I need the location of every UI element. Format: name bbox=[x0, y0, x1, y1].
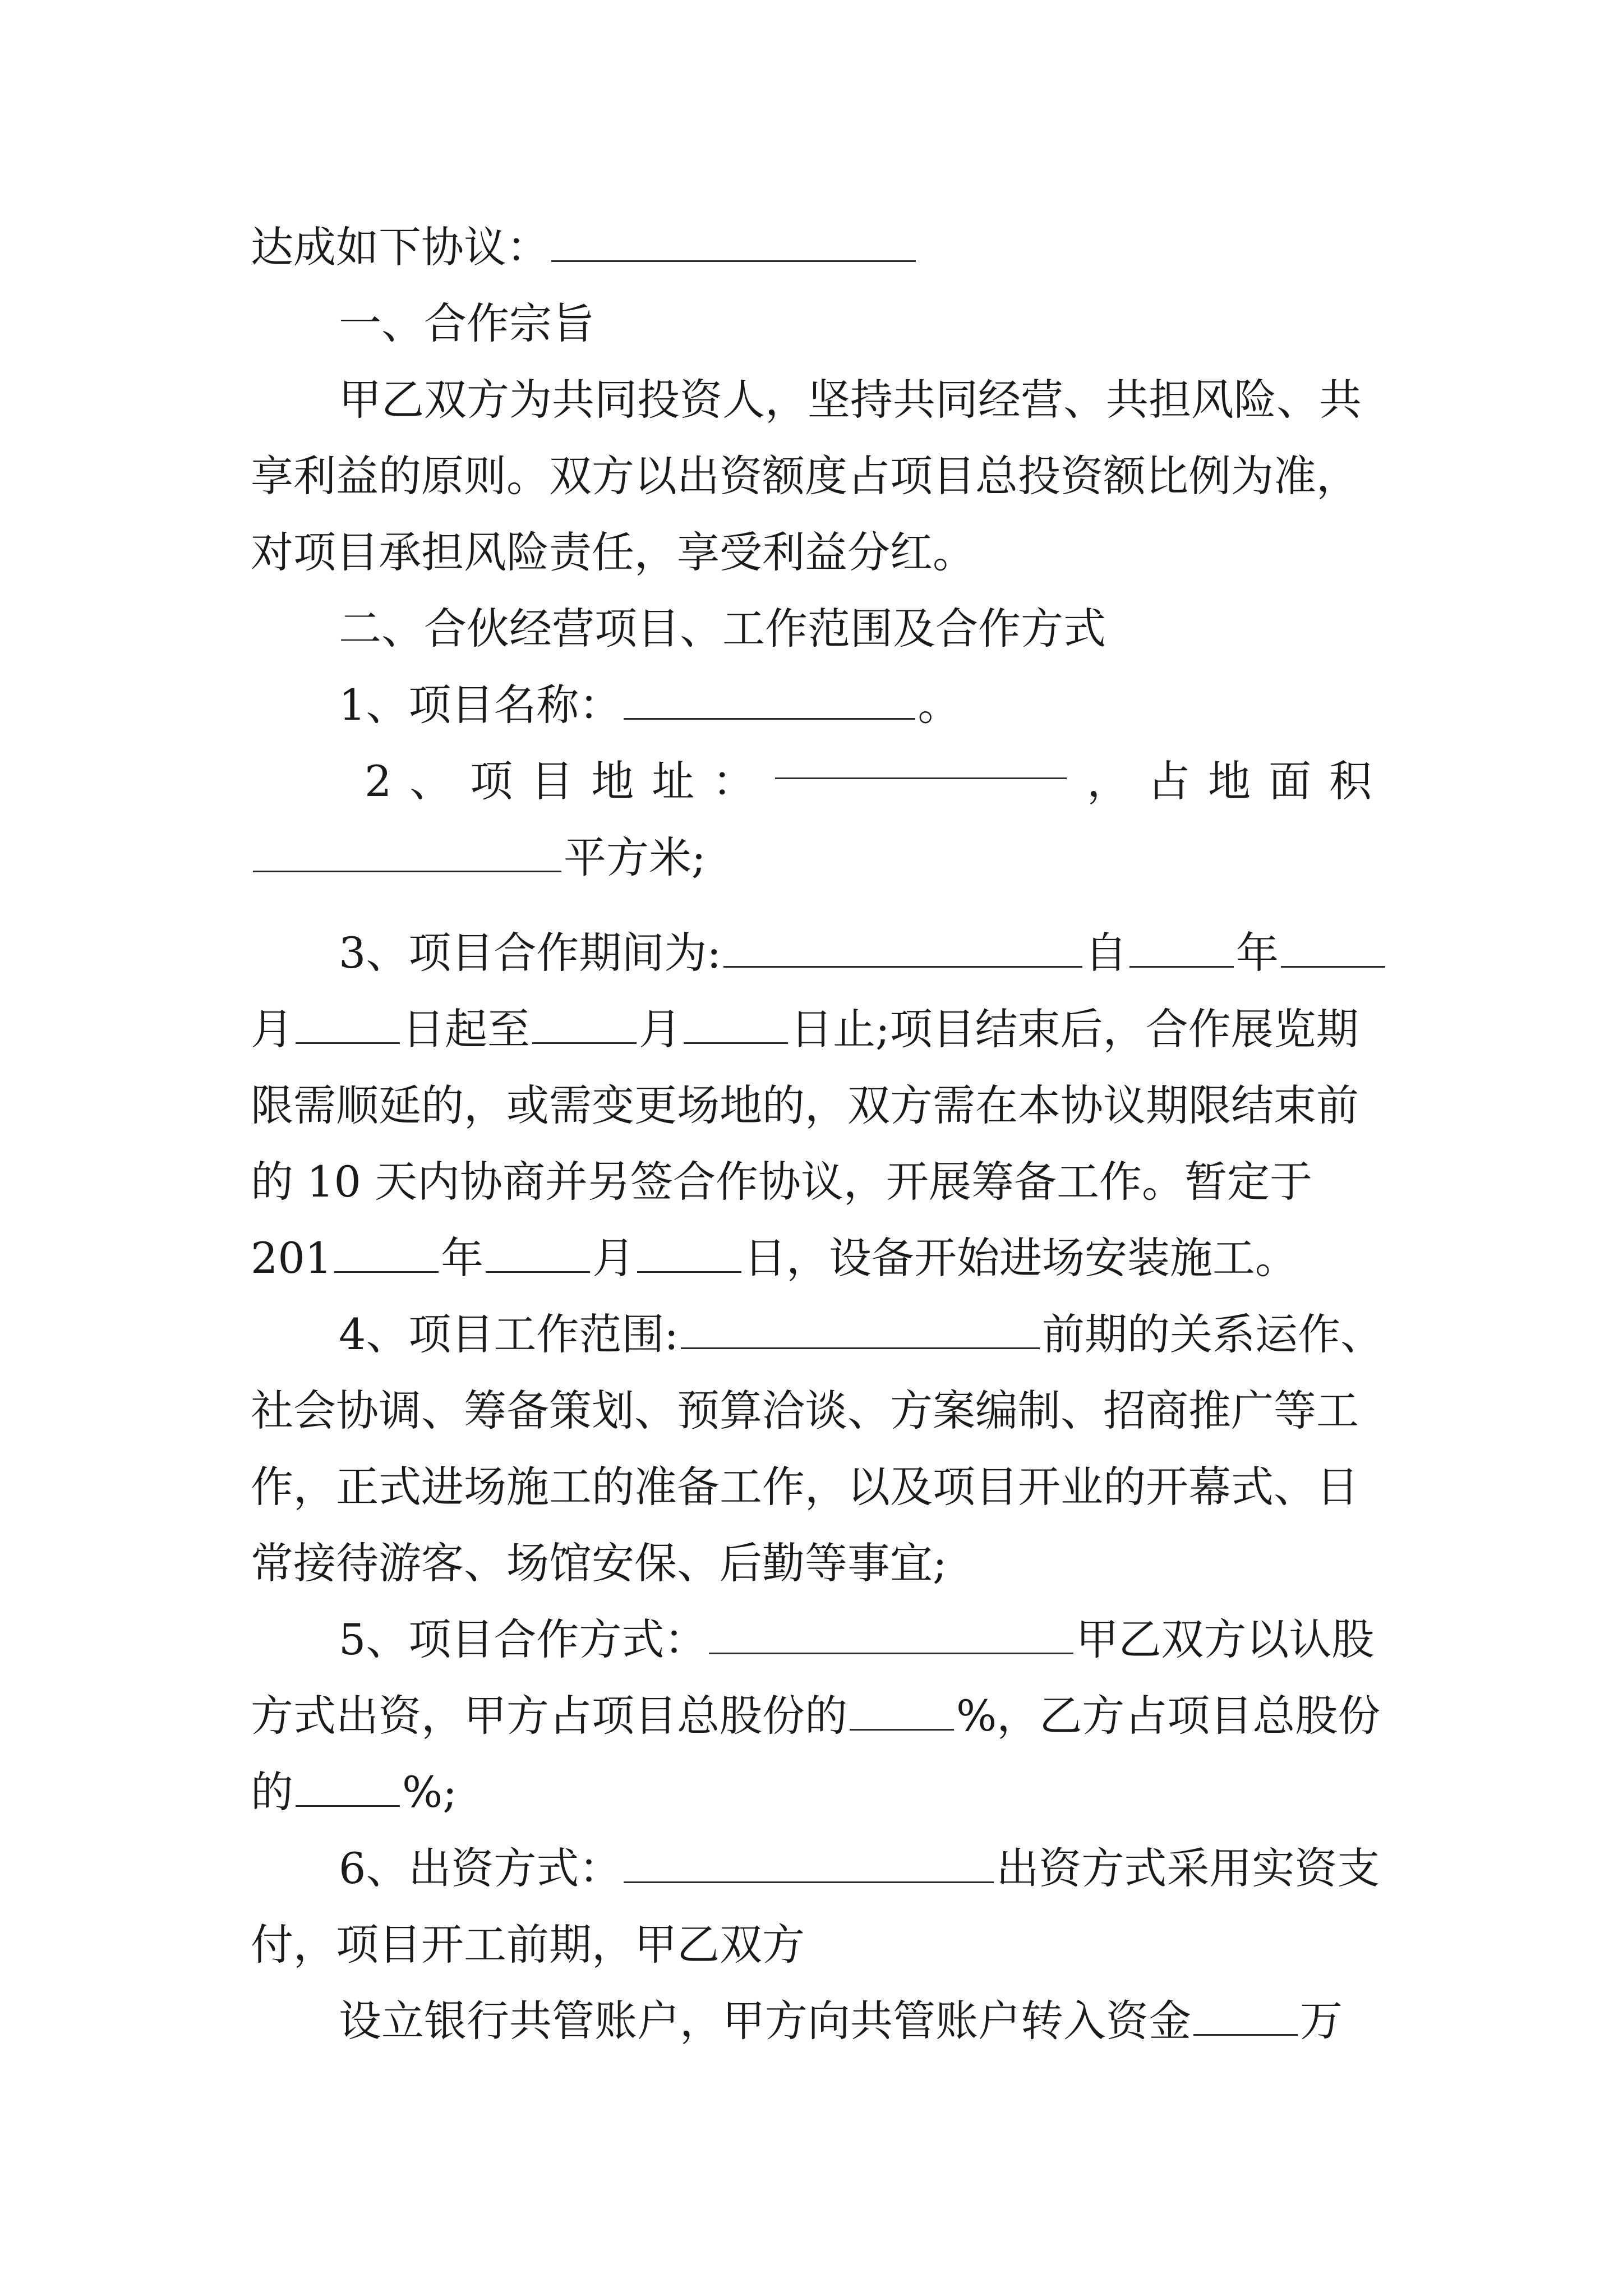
item-investment-method bbox=[339, 1830, 1460, 1907]
blank-field bbox=[775, 743, 1067, 779]
blank-field bbox=[850, 1694, 954, 1731]
text: 万 bbox=[1300, 1996, 1343, 2046]
text: 日止;项目结束后，合作展览期 bbox=[790, 1004, 1359, 1054]
text: 月 bbox=[592, 1233, 635, 1283]
text: 。 bbox=[917, 680, 961, 730]
text: 享利益的原则。双方以出资额度占项目总投资额比例为准， bbox=[251, 451, 1359, 501]
blank-field bbox=[532, 1007, 637, 1044]
text: 社会协调、筹备策划、预算洽谈、方案编制、招商推广等工 bbox=[251, 1386, 1359, 1435]
item-cooperation-mode bbox=[339, 1601, 1460, 1678]
blank-field bbox=[1281, 931, 1385, 968]
heading-cooperation-purpose bbox=[339, 285, 1460, 362]
text: 出资方式采用实资支 bbox=[996, 1843, 1380, 1893]
text: 4、项目工作范围: bbox=[339, 1309, 679, 1359]
text: 月 bbox=[639, 1004, 681, 1054]
text: 平方米; bbox=[564, 832, 706, 882]
text: 常接待游客、场馆安保、后勤等事宜; bbox=[251, 1538, 947, 1588]
text: 占 bbox=[1147, 756, 1191, 806]
text: 对项目承担风险责任，享受利益分红。 bbox=[251, 527, 975, 577]
paragraph-line bbox=[251, 1525, 1372, 1602]
text: 前期的关系运作、 bbox=[1041, 1309, 1383, 1359]
blank-field bbox=[624, 683, 915, 720]
line-agreement-intro bbox=[251, 209, 1372, 286]
text: 方式出资，甲方占项目总股份的 bbox=[251, 1691, 847, 1741]
text: 作，正式进场施工的准备工作，以及项目开业的开幕式、日 bbox=[251, 1462, 1359, 1512]
blank-field bbox=[624, 1847, 994, 1883]
text: 面 bbox=[1269, 756, 1312, 806]
item-project-address bbox=[365, 743, 1372, 820]
text: 6、出资方式： bbox=[339, 1843, 622, 1893]
text: %; bbox=[402, 1767, 457, 1817]
text: 付，项目开工前期，甲乙双方 bbox=[251, 1920, 805, 1970]
blank-field bbox=[296, 1007, 400, 1044]
text: 日，设备开始进场安装施工。 bbox=[744, 1233, 1298, 1283]
item-cooperation-period bbox=[339, 914, 1460, 992]
text: 月 bbox=[251, 1004, 293, 1054]
text: 年 bbox=[1235, 928, 1279, 978]
blank-field bbox=[551, 226, 916, 262]
text: 日起至 bbox=[402, 1004, 530, 1054]
heading-text: 一、合作宗旨 bbox=[339, 298, 594, 348]
blank-field bbox=[334, 1236, 439, 1273]
text: 的 10 天内协商并另签合作协议，开展筹备工作。暂定于 bbox=[251, 1157, 1313, 1207]
text: %，乙方占项目总股份 bbox=[956, 1691, 1381, 1741]
text: 地 bbox=[1208, 756, 1251, 806]
heading-project-scope bbox=[339, 590, 1460, 668]
text: ： bbox=[712, 756, 755, 806]
item-project-name bbox=[339, 666, 1460, 744]
text: 目 bbox=[531, 756, 574, 806]
text: 项 bbox=[470, 756, 513, 806]
text: 2 bbox=[365, 756, 392, 806]
blank-field bbox=[684, 1007, 788, 1044]
paragraph-line bbox=[339, 1982, 1460, 2060]
text: 址 bbox=[652, 756, 695, 806]
paragraph-line bbox=[251, 1372, 1372, 1450]
blank-field bbox=[1193, 1999, 1298, 2036]
text: 设立银行共管账户，甲方向共管账户转入资金 bbox=[339, 1996, 1191, 2046]
text: 限需顺延的，或需变更场地的，双方需在本协议期限结束前 bbox=[251, 1080, 1359, 1130]
blank-field bbox=[637, 1236, 741, 1273]
paragraph-line bbox=[251, 1143, 1372, 1221]
blank-field bbox=[723, 931, 1082, 968]
text: 、 bbox=[409, 756, 453, 806]
heading-text: 二、合伙经营项目、工作范围及合作方式 bbox=[339, 604, 1106, 654]
blank-field bbox=[681, 1313, 1040, 1349]
text: 年 bbox=[441, 1233, 484, 1283]
text: 1、项目名称： bbox=[339, 680, 622, 730]
blank-field bbox=[1129, 931, 1234, 968]
paragraph-line bbox=[251, 1906, 1372, 1984]
blank-field bbox=[486, 1236, 590, 1273]
text: ， bbox=[1087, 756, 1130, 806]
text: 地 bbox=[591, 756, 634, 806]
paragraph-line bbox=[251, 1220, 1372, 1297]
paragraph-line bbox=[251, 514, 1372, 591]
blank-field bbox=[253, 836, 561, 872]
blank-field bbox=[296, 1770, 400, 1807]
text: 甲乙双方为共同投资人，坚持共同经营、共担风险、共 bbox=[339, 375, 1362, 425]
blank-field bbox=[709, 1618, 1073, 1654]
text: 3、项目合作期间为: bbox=[339, 928, 721, 978]
paragraph-line bbox=[251, 819, 1372, 896]
text: 的 bbox=[251, 1767, 293, 1817]
paragraph-line bbox=[251, 1677, 1381, 1755]
paragraph-line bbox=[339, 361, 1460, 439]
paragraph-line bbox=[251, 438, 1372, 515]
paragraph-line bbox=[251, 1067, 1372, 1144]
paragraph-line bbox=[251, 1448, 1372, 1526]
text: 自 bbox=[1084, 928, 1127, 978]
item-work-scope bbox=[339, 1296, 1460, 1373]
paragraph-line bbox=[251, 991, 1372, 1068]
text: 积 bbox=[1329, 756, 1372, 806]
text: 达成如下协议： bbox=[251, 222, 549, 272]
text: 5、项目合作方式： bbox=[339, 1614, 707, 1664]
text: 甲乙双方以认股 bbox=[1076, 1614, 1375, 1664]
text: 201 bbox=[251, 1233, 333, 1283]
paragraph-line bbox=[251, 1754, 1372, 1831]
